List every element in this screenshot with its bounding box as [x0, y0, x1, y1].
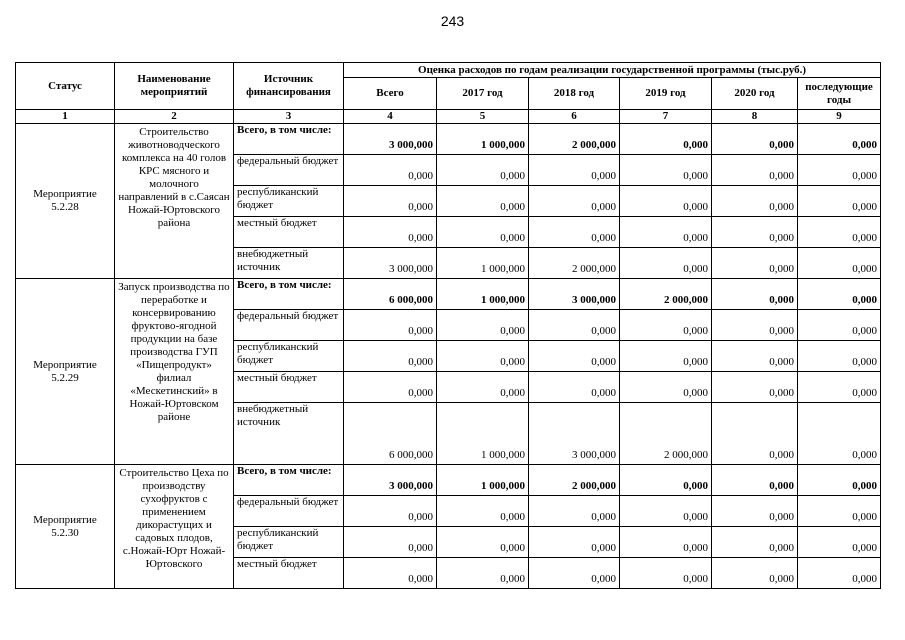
value-y2019: 2 000,000 — [620, 403, 712, 465]
col-number: 7 — [620, 110, 712, 124]
value-y2020: 0,000 — [712, 217, 798, 248]
value-y2017: 1 000,000 — [437, 124, 529, 155]
expenses-table — [15, 62, 881, 589]
value-total: 6 000,000 — [344, 279, 437, 310]
value-y2017: 1 000,000 — [437, 279, 529, 310]
value-y2019: 0,000 — [620, 124, 712, 155]
col-number: 9 — [798, 110, 881, 124]
header-cost-estimate: Оценка расходов по годам реализации государственной программы (тыс.руб.) — [344, 63, 881, 78]
col-number: 8 — [712, 110, 798, 124]
value-total: 0,000 — [344, 527, 437, 558]
value-y2017: 0,000 — [437, 186, 529, 217]
col-number: 3 — [234, 110, 344, 124]
value-y2019: 0,000 — [620, 186, 712, 217]
value-later: 0,000 — [798, 248, 881, 279]
value-total: 0,000 — [344, 496, 437, 527]
value-y2019: 2 000,000 — [620, 279, 712, 310]
header-2020: 2020 год — [712, 78, 798, 110]
funding-source-extra: внебюджетный источник — [234, 403, 344, 465]
value-y2020: 0,000 — [712, 341, 798, 372]
value-y2019: 0,000 — [620, 217, 712, 248]
value-y2017: 0,000 — [437, 527, 529, 558]
value-y2018: 2 000,000 — [529, 248, 620, 279]
value-total: 0,000 — [344, 372, 437, 403]
value-y2018: 0,000 — [529, 558, 620, 589]
value-y2019: 0,000 — [620, 372, 712, 403]
event-status: Мероприятие 5.2.30 — [16, 465, 115, 589]
value-y2017: 1 000,000 — [437, 403, 529, 465]
col-number: 5 — [437, 110, 529, 124]
header-event-name: Наименование мероприятий — [115, 63, 234, 110]
header-later-years: последующие годы — [798, 78, 881, 110]
value-y2020: 0,000 — [712, 155, 798, 186]
value-later: 0,000 — [798, 310, 881, 341]
funding-source-local: местный бюджет — [234, 558, 344, 589]
value-later: 0,000 — [798, 558, 881, 589]
header-status: Статус — [16, 63, 115, 110]
value-total: 3 000,000 — [344, 465, 437, 496]
value-total: 3 000,000 — [344, 248, 437, 279]
col-number: 6 — [529, 110, 620, 124]
value-y2019: 0,000 — [620, 155, 712, 186]
value-total: 3 000,000 — [344, 124, 437, 155]
value-y2020: 0,000 — [712, 310, 798, 341]
header-2017: 2017 год — [437, 78, 529, 110]
value-y2017: 0,000 — [437, 496, 529, 527]
value-y2017: 0,000 — [437, 155, 529, 186]
funding-source-federal: федеральный бюджет — [234, 310, 344, 341]
value-later: 0,000 — [798, 372, 881, 403]
col-number: 1 — [16, 110, 115, 124]
value-later: 0,000 — [798, 124, 881, 155]
value-y2017: 0,000 — [437, 310, 529, 341]
value-y2020: 0,000 — [712, 558, 798, 589]
value-total: 0,000 — [344, 310, 437, 341]
value-y2020: 0,000 — [712, 372, 798, 403]
header-2019: 2019 год — [620, 78, 712, 110]
funding-source-republic: республиканский бюджет — [234, 186, 344, 217]
event-status: Мероприятие 5.2.29 — [16, 279, 115, 465]
value-total: 0,000 — [344, 217, 437, 248]
value-y2020: 0,000 — [712, 403, 798, 465]
value-y2019: 0,000 — [620, 558, 712, 589]
value-y2018: 0,000 — [529, 527, 620, 558]
value-y2018: 2 000,000 — [529, 465, 620, 496]
value-later: 0,000 — [798, 465, 881, 496]
column-number-row — [16, 110, 881, 124]
value-y2018: 3 000,000 — [529, 403, 620, 465]
value-y2017: 0,000 — [437, 372, 529, 403]
event-status: Мероприятие 5.2.28 — [16, 124, 115, 279]
value-later: 0,000 — [798, 217, 881, 248]
funding-source-total: Всего, в том числе: — [234, 279, 344, 310]
value-y2018: 0,000 — [529, 372, 620, 403]
value-y2020: 0,000 — [712, 279, 798, 310]
value-y2018: 0,000 — [529, 155, 620, 186]
value-y2018: 0,000 — [529, 310, 620, 341]
col-number: 2 — [115, 110, 234, 124]
funding-source-local: местный бюджет — [234, 217, 344, 248]
funding-source-local: местный бюджет — [234, 372, 344, 403]
value-later: 0,000 — [798, 496, 881, 527]
value-y2017: 0,000 — [437, 558, 529, 589]
value-y2020: 0,000 — [712, 248, 798, 279]
value-y2018: 0,000 — [529, 217, 620, 248]
funding-source-total: Всего, в том числе: — [234, 465, 344, 496]
col-number: 4 — [344, 110, 437, 124]
event-name: Запуск производства по переработке и консервированию фруктово-ягодной продукции на базе производства ГУП «Пищепродукт» филиал «Мескетинский» в Ножай-Юртовском районе — [115, 279, 234, 465]
value-total: 0,000 — [344, 341, 437, 372]
header-2018: 2018 год — [529, 78, 620, 110]
table-row — [16, 465, 881, 496]
value-y2019: 0,000 — [620, 496, 712, 527]
funding-source-republic: республиканский бюджет — [234, 527, 344, 558]
value-y2019: 0,000 — [620, 248, 712, 279]
page-number: 243 — [440, 13, 465, 29]
value-y2017: 0,000 — [437, 217, 529, 248]
event-name: Строительство Цеха по производству сухофруктов с применением дикорастущих и садовых плодов, с.Ножай-Юрт Ножай-Юртовского — [115, 465, 234, 589]
value-y2019: 0,000 — [620, 527, 712, 558]
funding-source-total: Всего, в том числе: — [234, 124, 344, 155]
value-total: 0,000 — [344, 186, 437, 217]
value-later: 0,000 — [798, 155, 881, 186]
event-name: Строительство животноводческого комплекса на 40 голов КРС мясного и молочного направлений в с.Саясан Ножай-Юртовского района — [115, 124, 234, 279]
value-y2019: 0,000 — [620, 465, 712, 496]
value-y2020: 0,000 — [712, 496, 798, 527]
funding-source-federal: федеральный бюджет — [234, 496, 344, 527]
header-funding-source: Источник финансирования — [234, 63, 344, 110]
value-y2019: 0,000 — [620, 310, 712, 341]
table-row — [16, 124, 881, 155]
value-later: 0,000 — [798, 279, 881, 310]
value-y2018: 0,000 — [529, 496, 620, 527]
value-y2018: 0,000 — [529, 186, 620, 217]
table-row — [16, 279, 881, 310]
value-y2018: 3 000,000 — [529, 279, 620, 310]
value-total: 6 000,000 — [344, 403, 437, 465]
funding-source-republic: республиканский бюджет — [234, 341, 344, 372]
value-later: 0,000 — [798, 341, 881, 372]
value-total: 0,000 — [344, 155, 437, 186]
value-y2019: 0,000 — [620, 341, 712, 372]
value-y2017: 0,000 — [437, 341, 529, 372]
value-later: 0,000 — [798, 527, 881, 558]
value-y2020: 0,000 — [712, 465, 798, 496]
funding-source-federal: федеральный бюджет — [234, 155, 344, 186]
value-y2017: 1 000,000 — [437, 248, 529, 279]
value-y2020: 0,000 — [712, 186, 798, 217]
value-total: 0,000 — [344, 558, 437, 589]
value-later: 0,000 — [798, 403, 881, 465]
value-y2018: 0,000 — [529, 341, 620, 372]
value-y2020: 0,000 — [712, 527, 798, 558]
value-y2017: 1 000,000 — [437, 465, 529, 496]
value-y2018: 2 000,000 — [529, 124, 620, 155]
value-y2020: 0,000 — [712, 124, 798, 155]
funding-source-extra: внебюджетный источник — [234, 248, 344, 279]
header-total: Всего — [344, 78, 437, 110]
value-later: 0,000 — [798, 186, 881, 217]
